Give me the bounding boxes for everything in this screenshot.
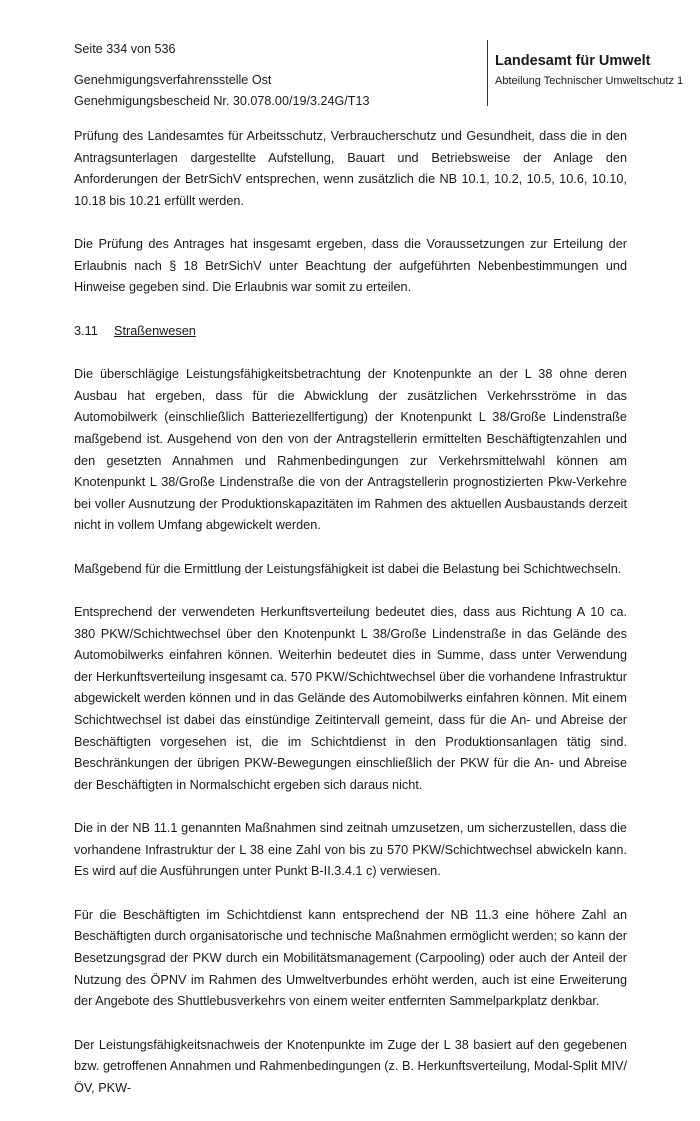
paragraph: Prüfung des Landesamtes für Arbeitsschutz, Verbraucherschutz und Gesundheit, dass die in den Antragsunterlagen dargestellte Aufstellung, Bauart und Betriebsweise der Anlage den Anforderungen der BetrSichV entsprechen, wenn zusätzlich die NB 10.1, 10.2, 10.5, 10.6, 10.10, 10.18 bis 10.21 erfüllt werden. (74, 129, 627, 208)
department-name: Abteilung Technischer Umweltschutz 1 (495, 75, 684, 87)
office-name: Genehmigungsverfahrensstelle Ost (74, 72, 272, 87)
document-body (74, 126, 627, 1121)
paragraph: Entsprechend der verwendeten Herkunftsverteilung bedeutet dies, dass aus Richtung A 10 ca. 380 PKW/Schichtwechsel über den Knotenpunkt L 38/Große Lindenstraße in das Gelände des Automobilwerks einfahren können. Weiterhin bedeutet dies in Summe, dass unter Verwendung der Herkunftsverteilung insgesamt ca. 570 PKW/Schichtwechsel über die vorhandene Infrastruktur abgewickelt werden können und in das Gelände des Automobilwerks einfahren können. Mit einem Schichtwechsel ist dabei das einstündige Zeitintervall gemeint, dass für die An- und Abreise der Beschäftigten vorgesehen ist, die im Schichtdienst in den Produktionsanlagen tätig sind. Beschränkungen der übrigen PKW-Bewegungen einschließlich der PKW für die An- und Abreise der Beschäftigten in Normalschicht ergeben sich daraus nicht. (74, 605, 627, 792)
header-divider (487, 40, 488, 106)
paragraph: Maßgebend für die Ermittlung der Leistungsfähigkeit ist dabei die Belastung bei Schichtwechseln. (74, 561, 622, 576)
paragraph: Die überschlägige Leistungsfähigkeitsbetrachtung der Knotenpunkte an der L 38 ohne deren Ausbau hat ergeben, dass für die Abwicklung der zusätzlichen Verkehrsströme in das Automobilwerk (einschließlich Batteriezellfertigung) der Knotenpunkt L 38/Große Lindenstraße maßgebend ist. Ausgehend von den von der Antragstellerin ermittelten Beschäftigtenzahlen und den gesetzten Annahmen und Rahmenbedingungen zur Verkehrsmittelwahl können am Knotenpunkt L 38/Große Lindenstraße die von der Antragstellerin prognostizierten Pkw-Verkehre bei voller Ausnutzung der Produktionskapazitäten im Rahmen des aktuellen Ausbaustands derzeit nicht in vollem Umfang abgewickelt werden. (74, 367, 627, 533)
header-right (495, 52, 683, 89)
paragraph: Der Leistungsfähigkeitsnachweis der Knotenpunkte im Zuge der L 38 basiert auf den gegebenen bzw. getroffenen Annahmen und Rahmenbedingungen (z. B. Herkunftsverteilung, Modal-Split MIV/ÖV, PKW- (74, 1037, 627, 1095)
page-number: Seite 334 von 536 (74, 42, 176, 56)
header-left (74, 39, 369, 113)
section-number: 3.11 (74, 323, 98, 338)
section-title: Straßenwesen (114, 323, 196, 338)
decision-number: Genehmigungsbescheid Nr. 30.078.00/19/3.24G/T13 (74, 94, 370, 108)
authority-name: Landesamt für Umwelt (495, 53, 651, 69)
paragraph: Die Prüfung des Antrages hat insgesamt ergeben, dass die Voraussetzungen zur Erteilung der Erlaubnis nach § 18 BetrSichV unter Beachtung der aufgeführten Nebenbestimmungen und Hinweise gegeben sind. Die Erlaubnis war somit zu erteilen. (74, 237, 627, 295)
paragraph: Die in der NB 11.1 genannten Maßnahmen sind zeitnah umzusetzen, um sicherzustellen, dass die vorhandene Infrastruktur der L 38 eine Zahl von bis zu 570 PKW/Schichtwechsel abwickeln kann. Es wird auf die Ausführungen unter Punkt B-II.3.4.1 c) verwiesen. (74, 821, 627, 879)
section-heading (74, 321, 627, 343)
paragraph: Für die Beschäftigten im Schichtdienst kann entsprechend der NB 11.3 eine höhere Zahl an Beschäftigten durch organisatorische und technische Maßnahmen ermöglicht werden; so kann der Besetzungsgrad der PKW durch ein Mobilitätsmanagement (Carpooling) oder auch der Anteil der Nutzung des ÖPNV im Rahmen des Umweltverbundes erhöht werden, auch ist eine Erweiterung der Angebote des Shuttlebusverkehrs von einem weiter entfernten Sammelparkplatz denkbar. (74, 907, 627, 1009)
